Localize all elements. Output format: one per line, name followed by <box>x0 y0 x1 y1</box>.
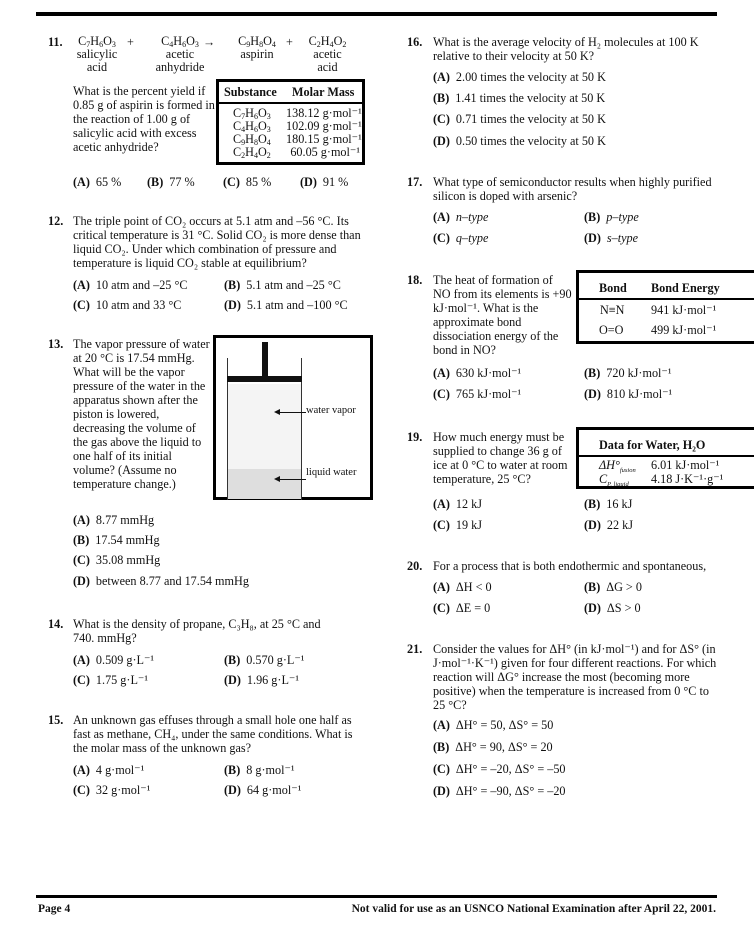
molar-mass-column <box>286 107 360 159</box>
question-text: For a process that is both endothermic and spontaneous, <box>433 559 707 573</box>
question-text: What type of semiconductor results when highly purified silicon is doped with arsenic? <box>433 175 712 203</box>
option-b[interactable]: (B) 77 % <box>147 175 195 189</box>
footer-notice: Not valid for use as an USNCO National Examination after April 22, 2001. <box>351 903 716 915</box>
option-c[interactable]: (C) 19 kJ <box>433 518 482 532</box>
option-b[interactable]: (B) 16 kJ <box>584 497 633 511</box>
table-cell-symbol: $\Delta H^\circ_{fusion}$ <box>599 458 636 474</box>
table-cell: 138.12 g·mol⁻¹ <box>286 106 362 120</box>
piston-apparatus-diagram <box>213 335 373 500</box>
page-number: Page 4 <box>38 903 71 915</box>
question-number: 16. <box>407 35 423 49</box>
option-d[interactable]: (D) s–type <box>584 231 639 245</box>
compound-name: acid <box>317 60 338 74</box>
option-c[interactable]: (C) 765 kJ·mol⁻¹ <box>433 387 522 401</box>
molar-mass-table <box>216 79 365 165</box>
option-d[interactable]: (D) ΔH° = –90, ΔS° = –20 <box>433 784 566 798</box>
option-b[interactable]: (B) 8 g·mol⁻¹ <box>224 763 295 777</box>
option-a[interactable]: (A) 630 kJ·mol⁻¹ <box>433 366 522 380</box>
plus-sign: + <box>127 35 134 49</box>
option-b[interactable]: (B) ΔH° = 90, ΔS° = 20 <box>433 740 553 754</box>
compound-name: aspirin <box>240 47 274 61</box>
piston-rod <box>262 342 268 376</box>
option-c[interactable]: (C) ΔH° = –20, ΔS° = –50 <box>433 762 566 776</box>
option-b[interactable]: (B) 17.54 mmHg <box>73 533 160 547</box>
option-d[interactable]: (D) 5.1 atm and –100 °C <box>224 298 348 312</box>
table-cell: N≡N <box>600 303 625 317</box>
option-a[interactable]: (A) 12 kJ <box>433 497 482 511</box>
question-number: 13. <box>48 337 64 351</box>
piston-head <box>227 376 302 382</box>
option-a[interactable]: (A) 0.509 g·L⁻¹ <box>73 653 155 667</box>
reactant-salicylic-acid <box>76 35 118 74</box>
compound-name: acetic <box>313 47 342 61</box>
question-number: 17. <box>407 175 423 189</box>
compound-name: acetic <box>165 47 195 61</box>
option-d[interactable]: (D) between 8.77 and 17.54 mmHg <box>73 574 249 588</box>
substance-column: $C_7H_6O_3$ $C_4H_6O_3$ $C_9H_8O_4$ $C_2H_4O_2$ <box>233 106 271 160</box>
option-c[interactable]: (C) 1.75 g·L⁻¹ <box>73 673 148 687</box>
option-a[interactable]: (A) 8.77 mmHg <box>73 513 155 527</box>
option-d[interactable]: (D) ΔS > 0 <box>584 601 641 615</box>
option-c[interactable]: (C) 10 atm and 33 °C <box>73 298 182 312</box>
option-a[interactable]: (A) 2.00 times the velocity at 50 K <box>433 70 606 84</box>
label-water-vapor: water vapor <box>306 405 356 416</box>
option-d[interactable]: (D) 0.50 times the velocity at 50 K <box>433 134 606 148</box>
table-divider <box>219 102 362 104</box>
question-text: The triple point of CO₂ occurs at 5.1 atm and –56 °C. Its critical temperature is 31 °C. Solid CO₂ is more dense than liquid CO₂. Under which combination of pressure and temperature is liquid CO₂ stable at equilibrium? <box>73 214 361 270</box>
question-text: The heat of formation of NO from its elements is +90 kJ·mol⁻¹. What is the approximate bond dissociation energy of the bond in NO? <box>433 273 572 357</box>
question-number: 19. <box>407 430 423 444</box>
formula: $C_7H_6O_3$ <box>78 34 116 49</box>
option-d[interactable]: (D) 810 kJ·mol⁻¹ <box>584 387 673 401</box>
table-cell: 6.01 kJ·mol⁻¹ <box>651 458 720 472</box>
option-d[interactable]: (D) 1.96 g·L⁻¹ <box>224 673 299 687</box>
vapor-region <box>228 384 301 469</box>
question-text: An unknown gas effuses through a small hole one half as fast as methane, CH₄, under the same conditions. What is the molar mass of the unknown gas? <box>73 713 353 755</box>
option-b[interactable]: (B) 5.1 atm and –25 °C <box>224 278 341 292</box>
question-number: 21. <box>407 642 423 656</box>
arrow-left-icon <box>274 409 280 415</box>
question-number: 18. <box>407 273 423 287</box>
option-b[interactable]: (B) 720 kJ·mol⁻¹ <box>584 366 672 380</box>
option-b[interactable]: (B) 1.41 times the velocity at 50 K <box>433 91 606 105</box>
option-b[interactable]: (B) p–type <box>584 210 639 224</box>
question-number: 12. <box>48 214 64 228</box>
question-text: The vapor pressure of water at 20 °C is 17.54 mmHg. What will be the vapor pressure of the water in the apparatus shown after the piston is lowered, decreasing the volume of the gas above the liquid to one half of its initial volume? (Assume no temperature change.) <box>73 337 210 491</box>
option-b[interactable]: (B) ΔG > 0 <box>584 580 642 594</box>
reaction-arrow-icon: → <box>203 35 216 49</box>
top-rule <box>36 12 717 16</box>
question-number: 14. <box>48 617 64 631</box>
bond-energy-table <box>576 270 754 344</box>
formula: $C_4H_6O_3$ <box>161 34 199 49</box>
option-a[interactable]: (A) 4 g·mol⁻¹ <box>73 763 145 777</box>
product-acetic-acid <box>305 35 350 74</box>
table-divider <box>579 455 754 457</box>
option-c[interactable]: (C) 35.08 mmHg <box>73 553 161 567</box>
plus-sign: + <box>286 35 293 49</box>
product-aspirin <box>232 35 282 61</box>
compound-name: salicylic <box>76 47 118 61</box>
question-text: How much energy must be supplied to change 36 g of ice at 0 °C to water at room temperature, 25 °C? <box>433 430 568 486</box>
table-cell: 180.15 g·mol⁻¹ <box>286 132 362 146</box>
water-data-table <box>576 427 754 489</box>
compound-name: acid <box>86 60 108 74</box>
arrow-line <box>278 412 306 413</box>
option-d[interactable]: (D) 22 kJ <box>584 518 633 532</box>
table-cell-symbol: $C_{P, liquid}$ <box>599 472 629 488</box>
formula: $C_9H_8O_4$ <box>238 34 276 49</box>
question-number: 11. <box>48 35 63 49</box>
option-a[interactable]: (A) 65 % <box>73 175 122 189</box>
label-liquid-water: liquid water <box>306 467 357 478</box>
question-number: 20. <box>407 559 423 573</box>
question-number: 15. <box>48 713 64 727</box>
option-c[interactable]: (C) 0.71 times the velocity at 50 K <box>433 112 606 126</box>
question-text: What is the density of propane, C₃H₈, at 25 °C and 740. mmHg? <box>73 617 321 645</box>
option-a[interactable]: (A) ΔH° = 50, ΔS° = 50 <box>433 718 554 732</box>
liquid-region <box>228 469 301 499</box>
table-header: Bond <box>599 281 627 295</box>
option-c[interactable]: (C) 32 g·mol⁻¹ <box>73 783 151 797</box>
table-title: Data for Water, H₂O <box>599 438 706 452</box>
table-header: Molar Mass <box>292 85 355 99</box>
option-c[interactable]: (C) q–type <box>433 231 489 245</box>
table-divider <box>579 298 754 300</box>
table-header: Bond Energy <box>651 281 720 295</box>
question-text: Consider the values for ΔH° (in kJ·mol⁻¹) and for ΔS° (in J·mol⁻¹·K⁻¹) given for four different reactions. For which reaction will ΔG° increase the most (becoming more positive) when the temperature is increased from 0 °C to 25 °C? <box>433 642 717 712</box>
table-cell: 4.18 J·K⁻¹·g⁻¹ <box>651 472 724 486</box>
question-text: What is the average velocity of H₂ molecules at 100 K relative to their velocity at 50 K? <box>433 35 699 63</box>
option-d[interactable]: (D) 64 g·mol⁻¹ <box>224 783 302 797</box>
arrow-left-icon <box>274 476 280 482</box>
reactant-acetic-anhydride <box>150 35 210 74</box>
option-a[interactable]: (A) ΔH < 0 <box>433 580 492 594</box>
question-text: What is the percent yield if 0.85 g of aspirin is formed in the reaction of 1.00 g of salicylic acid with excess acetic anhydride? <box>73 84 215 154</box>
table-cell: 102.09 g·mol⁻¹ <box>286 119 362 133</box>
option-d[interactable]: (D) 91 % <box>300 175 349 189</box>
option-b[interactable]: (B) 0.570 g·L⁻¹ <box>224 653 305 667</box>
table-cell: 941 kJ·mol⁻¹ <box>651 303 717 317</box>
compound-name: anhydride <box>155 60 205 74</box>
table-cell: 60.05 g·mol⁻¹ <box>290 145 360 159</box>
table-header: Substance <box>224 85 277 99</box>
arrow-line <box>278 479 306 480</box>
table-cell: O=O <box>599 323 624 337</box>
bottom-rule <box>36 895 717 898</box>
option-a[interactable]: (A) 10 atm and –25 °C <box>73 278 188 292</box>
option-a[interactable]: (A) n–type <box>433 210 489 224</box>
option-c[interactable]: (C) 85 % <box>223 175 272 189</box>
table-cell: 499 kJ·mol⁻¹ <box>651 323 717 337</box>
option-c[interactable]: (C) ΔE = 0 <box>433 601 491 615</box>
formula: $C_2H_4O_2$ <box>308 34 347 49</box>
